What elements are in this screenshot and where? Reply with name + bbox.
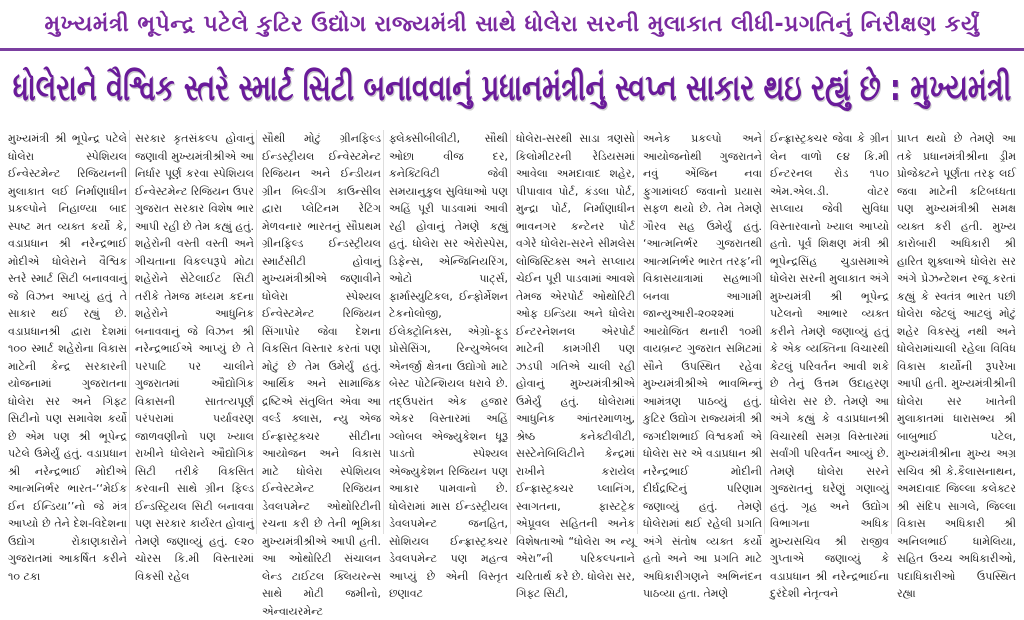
article-column-2: સરકાર કૃતસંકલ્પ હોવાનું જણાવી મુખ્યમંત્રીશ્રીએ આ નિર્ધાર પૂર્ણ કરવા સ્પેશિયલ ઈન્વેસ્ટમેન્ટ રિજિયન ઉપર ગુજરાત સરકાર વિશેષ ભાર આપી રહી છે તેમ કહ્યું હતું. શહેરોની વસ્તી વસ્તી અને ગીચતાના વિકલ્પરૂપે મોટા શહેરોને સેટેલાઈટ સિટી તરીકે તેમજ મધ્યમ કદના શહેરોને આધુનિક બનાવવાનું જે વિઝન શ્રી નરેન્દ્રભાઈએ આપ્યું છે તે પરપાટિ પર ચાલીને ગુજરાતમાં ઔદ્યોગિક વિકાસની સાતત્યપૂર્ણ પરંપરામાં પર્યાવરણ જાળવણીનો પણ ખ્યાલ રાખીને ધોલેરાને ઔદ્યોગિક સિટી તરીકે વિકસિત કરવાની સાથે ગ્રીન ફિલ્ડ ઈન્ડસ્ટ્રિયલ સિટી બનાવવા પણ સરકાર કાર્યરત હોવાનું તેમણે જણાવ્યું હતું. ૯૨૦ ચોરસ કિ.મી વિસ્તારમાં વિકસી રહેલ <box>135 130 257 534</box>
main-headline-text: ધોલેરાને વૈશ્વિક સ્તરે સ્માર્ટ સિટી બનાવવાનું પ્રધાનમંત્રીનું સ્વપ્ન સાકાર થઇ રહ્યું છે : મુખ્યમંત્રી <box>12 67 1012 109</box>
article-column-1: મુખ્યમંત્રી શ્રી ભૂપેન્દ્ર પટેલે ધોલેરા સ્પેશિયલ ઈન્વેસ્ટમેન્ટ રિજિયનની મુલાકાત લઈ નિર્માણાધીન પ્રકલ્પોને નિહાળ્યા બાદ સ્પષ્ટ મત વ્યક્ત કર્યો કે, વડાપ્રધાન શ્રી નરેન્દ્રભાઈ મોદીએ ધોલેરાને વૈશ્વિક સ્તરે સ્માર્ટ સિટી બનાવવાનું જે વિઝન આપ્યું હતું તે સાકાર થઈ રહ્યું છે. વડાપ્રધાનશ્રી દ્વારા દેશમાં ૧૦૦ સ્માર્ટ શહેરોના વિકાસ માટેની કેન્દ્ર સરકારની યોજનામાં ગુજરાતના ધોલેરા સર અને ગિફ્ટ સિટીનો પણ સમાવેશ કર્યો છે એમ પણ શ્રી ભૂપેન્દ્ર પટેલે ઉમેર્યું હતું. વડાપ્રધાન શ્રી નરેન્દ્રભાઈ મોદીએ આત્મનિર્ભર ભારત-‘‘મેઈક ઈન ઈન્ડિયા’’નો જે મંત્ર આપ્યો છે તેને દેશ-વિદેશના ઉદ્યોગ રોકાણકારોને ગુજરાતમાં આકર્ષિત કરીને ૧૦ ટકા <box>8 130 130 534</box>
article-column-3: સૌથી મોટું ગ્રીનફિલ્ડ ઈન્ડસ્ટ્રીયલ ઈન્વેસ્ટમેન્ટ રિજિયન અને ઈન્ડીયન ગ્રીન બિલ્ડીંગ કાઉન્સીલ દ્વારા પ્લેટિનમ રેટિંગ મેળવનાર ભારતનું સૌપ્રથમ ગ્રીનફિલ્ડ ઈન્ડસ્ટ્રીયલ સ્માર્ટસીટી હોવાનું મુખ્યમંત્રીશ્રીએ જણાવીને ધોલેરા સ્પેશ્યલ ઈન્વેસ્ટમેન્ટ રિજિયન સિંગાપોર જેવા દેશના વિકસિત વિસ્તાર કરતાં પણ મોટું છે તેમ ઉમેર્યું હતું. આર્થિક અને સામાજિક દ્રષ્ટિએ સંતુલિત એવા આ વર્લ્ડ ક્લાસ, ન્યુ એજ ઈન્ફ્રાસ્ટ્રક્ચર સીટીના આયોજન અને વિકાસ માટે ધોલેરા સ્પેશિયલ ઈન્વેસ્ટમેન્ટ રિજિયન ડેવલપમેન્ટ ઓથોરિટીની રચના કરી છે તેની ભૂમિકા મુખ્યમંત્રીશ્રીએ આપી હતી. આ ઓથોરિટી સંચાલન લેન્ડ ટાઈટલ ક્લિયરન્સ સાથે મોટી જમીનો, એન્વાયરમેન્ટ <box>262 130 384 534</box>
top-banner <box>0 0 1024 51</box>
main-headline <box>0 51 1024 125</box>
top-banner-title: મુખ્યમંત્રી ભૂપેન્દ્ર પટેલે કુટિર ઉદ્યોગ રાજ્યમંત્રી સાથે ધોલેરા સરની મુલાકાત લીધી-પ્રગતિનું નિરીક્ષણ કર્યું <box>44 11 980 37</box>
article-column-4: ફ્લેક્સીબીલીટી, સૌથી ઓછા વીજ દર, કનેક્ટિવિટી જેવી સમયાનુકુલ સુવિધાઓ પણ અહિં પૂરી પાડવામાં આવી રહી હોવાનું તેમણે કહ્યું હતું. ધોલેરા સર એરોસ્પેસ, ડિફેન્સ, એન્જિનિયરિંગ, ઓટો પાર્ટ્સ, ફાર્માસ્યુટિકલ, ઈન્ફોર્મેશન ટેકનોલોજી, ઈલેક્ટ્રોનિક્સ, એગ્રો-ફૂડ પ્રોસેસિંગ, રિન્યુએબલ એનર્જી ક્ષેત્રના ઉદ્યોગો માટે બેસ્ટ પોટેન્શિયલ ધરાવે છે. તદ્ઉપરાંત એક હજાર એકર વિસ્તારમાં અહિં ગ્લોબલ એજ્યુકેશન ધૂરૂ પાડતો સ્પેશ્યલ એજ્યુકેશન રિજિયન પણ આકાર પામવાનો છે. ધોલેરામાં માસ ઈન્ડસ્ટ્રીયલ ડેવલપમેન્ટ જનહિત, સોશિયલ ઈન્ફ્રાસ્ટ્રક્ચર ડેવલપમેન્ટ પણ મહત્વ આપ્યું છે એની વિસ્તૃત છણાવટ <box>389 130 511 534</box>
article-body <box>8 130 1018 618</box>
article-column-8: પ્રાપ્ત થયો છે તેમણે આ તકે પ્રધાનમંત્રીશ્રીના ડ્રીમ પ્રોજેક્ટને પૂર્ણતા તરફ લઈ જવા માટેની કટિબધ્ધતા પણ મુખ્યમંત્રીશ્રી સમક્ષ વ્યક્ત કરી હતી. મુખ્ય કારોબારી અધિકારી શ્રી હારિત શુક્લાએ ધોલેરા સર અંગે પ્રેઝન્ટેશન રજૂ કરતાં કહ્યું કે સ્વતંત્ર ભારત પછી ધોલેરા જેટલું આટલું મોટું શહેર વિકસ્યું નથી અને ધોલેરામાંચાલી રહેલા વિવિધ વિકાસ કાર્યોની રૂપરેખા આપી હતી. મુખ્યમંત્રીશ્રીની ધોલેરા સર ખાતેની મુલાકાતમાં ધારાસભ્ય શ્રી બાબુભાઈ પટેલ, મુખ્યમંત્રીશ્રીના મુખ્ય અગ્ર સચિવ શ્રી કે.કૈલાસનાથન, અમદાવાદ જિલ્લા કલેક્ટર શ્રી સંદિપ સાગલે, જિલ્લા વિકાસ અધિકારી શ્રી અનિલભાઈ ધામેલિયા, સહિત ઉચ્ચ અધિકારીઓ, પદાધિકારીઓ ઉપસ્થિત રહ્યા <box>897 132 1016 600</box>
article-column-7: ઈન્ફ્રાસ્ટ્રક્ચર જેવા કે ગ્રીન લેન વાળો ૯૪ કિ.મી ઈન્ટરનલ રોડ ૧૫૦ એમ.એલ.ડી. વોટર સપ્લાય જેવી સુવિધા વિસ્તારવાનો ખ્યાલ આપ્યો હતો. પૂર્વ શિક્ષણ મંત્રી શ્રી ભૂપેન્દ્રસિંહ ચુડાસમાએ ધોલેરા સરની મુલાકાત અંગે મુખ્યમંત્રી શ્રી ભૂપેન્દ્ર પટેલનો આભાર વ્યક્ત કરીને તેમણે જણાવ્યું હતું કે એક વ્યક્તિના વિચારથી કેટલું પરિવર્તન આવી શકે છે તેનું ઉત્તમ ઉદાહરણ ધોલેરા સર છે. તેમણે આ અંગે કહ્યું કે વડાપ્રધાનશ્રી વિચારથી સમગ્ર વિસ્તારમાં સર્વાંગી પરિવર્તન આવ્યું છે. તેમણે ધોલેરા સરને ગુજરાતનું ઘરેણું ગણાવ્યું હતું. ગૃહ અને ઉદ્યોગ વિભાગના અધિક મુખ્યસચિવ શ્રી રાજીવ ગુપ્તાએ જણાવ્યું કે વડાપ્રધાન શ્રી નરેન્દ્રભાઈના દુરંદેશી નેતૃત્વને <box>770 130 892 534</box>
article-column-6: અનેક પ્રકલ્પો અને આયોજનોથી ગુજરાતને નવું એંજિન નવા ફુગામાંલઈ જવાનો પ્રયાસ સફળ થયો છે. તેમ તેમણે ગૌરવ સહ ઉમેર્યું હતું. ‘આત્મનિર્ભર ગુજરાતથી આત્મનિર્ભર ભારત તરફ’ની વિકાસયાત્રામાં સહભાગી બનવા આગામી જાન્યુઆરી-૨૦૨૨માં આયોજિત થનારી ૧૦મી વાયબ્રન્ટ ગુજરાત સમિટમાં સૌને ઉપસ્થિત રહેવા મુખ્યમંત્રીશ્રીએ ભાવભિન્નું આમંત્રણ પાઠવ્યું હતું. કુટિર ઉદ્યોગ રાજ્યમંત્રી શ્રી જગદીશભાઈ વિશ્વકર્મા એ ધોલેરા સર એ વડાપ્રધાન શ્રી નરેન્દ્રભાઈ મોદીની દીર્ઘદ્રષ્ટિનું પરિણામ જણાવ્યું હતું. તેમણે ધોલેરામાં થઈ રહેલી પ્રગતિ અંગે સંતોષ વ્યક્ત કર્યો હતો અને આ પ્રગતિ માટે અધિકારીગણને અભિનંદન પાઠવ્યા હતા. તેમણે <box>643 130 765 534</box>
article-column-5: ધોલેરા-સરથી સાડા ત્રણસો કિલોમીટરની રેડિયસમાં આવેલા અમદાવાદ શહેર, પીપાવાવ પોર્ટ, કંડલા પોર્ટ, મુન્દ્રા પોર્ટ, નિર્માણાધીન ભાવનગર કન્ટેનર પોર્ટ વગેરે ધોલેરા-સરને સીમલેસ લોજિસ્ટિક્સ અને સપ્લાય ચેઈન પૂરી પાડવામાં આવશે તેમજ એરપોર્ટ ઓથોરિટી ઓફ ઇન્ડિયા અને ધોલેરા ઈન્ટરનેશનલ એરપોર્ટ માટેની કામગીરી પણ ઝડપી ગતિએ ચાલી રહી હોવાનું મુખ્યમંત્રીશ્રીએ ઉમેર્યું હતું. ધોલેરામાં આધુનિક આંતરમાળખુ, શ્રેષ્ઠ કનેક્ટીવીટી, સસ્ટેનેબિલિટીને કેન્દ્રમાં રાખીને કરાયેલ ઈન્ફ્રાસ્ટ્રક્ચર પ્લાનિંગ, સ્વાગતના, ફાસ્ટટ્રેક એપ્રૂવલ સહિતની અનેક વિશેષતાઓ “ધોલેરા અ ન્યૂ એરા”ની પરિકલ્પનાને ચરિતાર્થ કરે છે. ધોલેરા સર, ગિફ્ટ સિટી, <box>516 130 638 534</box>
